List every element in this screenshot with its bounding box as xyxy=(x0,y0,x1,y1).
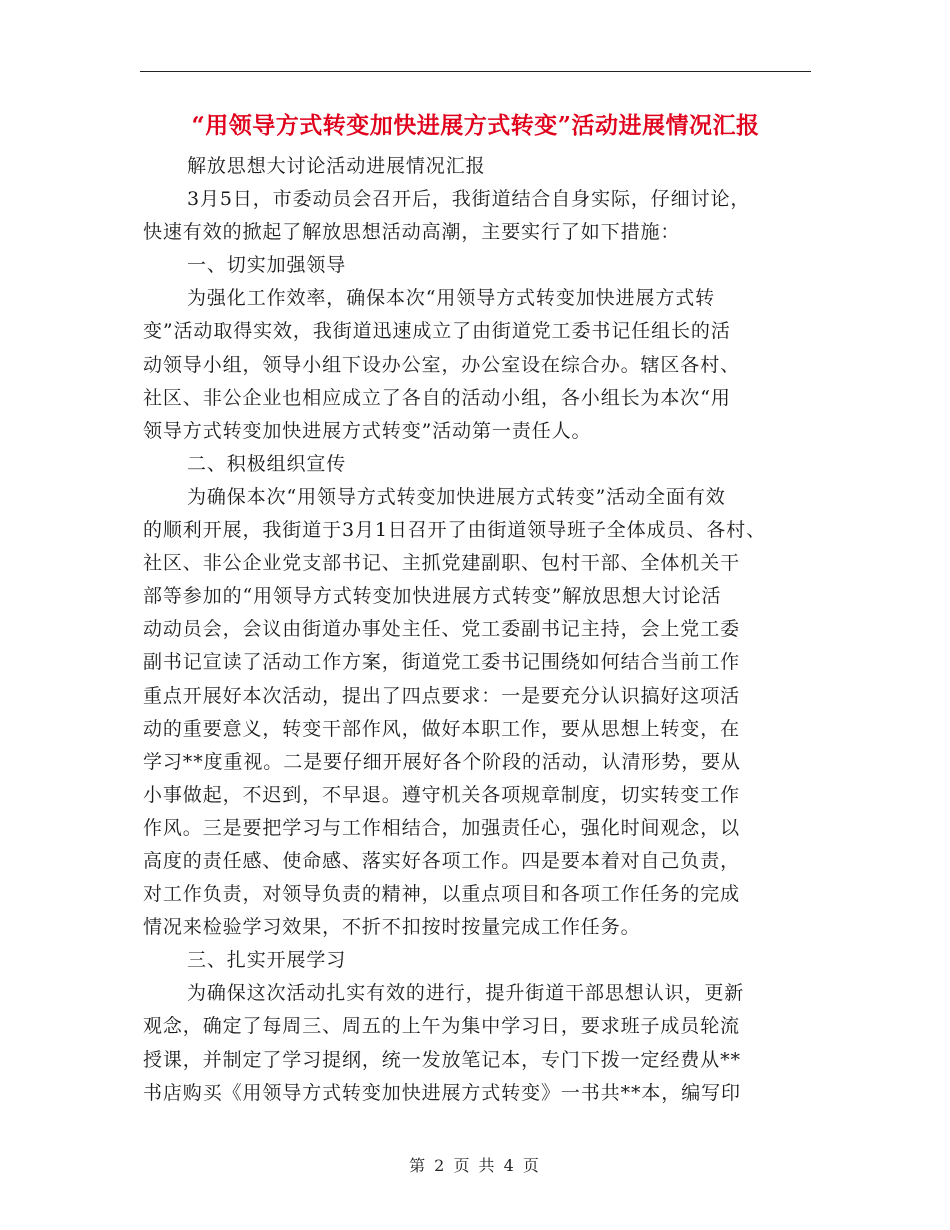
body-line: 为确保这次活动扎实有效的进行，提升街道干部思想认识，更新 xyxy=(187,982,745,1005)
body-line: 观念，确定了每周三、周五的上午为集中学习日，要求班子成员轮流 xyxy=(143,1015,741,1038)
body-line: 3月5日，市委动员会召开后，我街道结合自身实际，仔细讨论， xyxy=(187,188,751,211)
document-body xyxy=(143,150,813,1110)
body-line: 为确保本次“用领导方式转变加快进展方式转变”活动全面有效 xyxy=(187,485,726,508)
body-line: 授课，并制定了学习提纲，统一发放笔记本，专门下拨一定经费从** xyxy=(143,1048,741,1071)
body-line: 社区、非公企业也相应成立了各自的活动小组，各小组长为本次“用 xyxy=(143,386,731,409)
body-line: 高度的责任感、使命感、落实好各项工作。四是要本着对自己负责， xyxy=(143,849,741,872)
body-line: 对工作负责，对领导负责的精神，以重点项目和各项工作任务的完成 xyxy=(143,883,741,906)
document-title: “用领导方式转变加快进展方式转变”活动进展情况汇报 xyxy=(191,112,760,139)
body-line: 动领导小组，领导小组下设办公室，办公室设在综合办。辖区各村、 xyxy=(143,353,741,376)
body-line: 作风。三是要把学习与工作相结合，加强责任心，强化时间观念，以 xyxy=(143,816,741,839)
body-line: 重点开展好本次活动，提出了四点要求：一是要充分认识搞好这项活 xyxy=(143,684,741,707)
body-line: 社区、非公企业党支部书记、主抓党建副职、包村干部、全体机关干 xyxy=(143,552,741,575)
body-line: 为强化工作效率，确保本次“用领导方式转变加快进展方式转 xyxy=(187,287,716,310)
body-line: 变”活动取得实效，我街道迅速成立了由街道党工委书记任组长的活 xyxy=(143,320,731,343)
body-line: 动的重要意义，转变干部作风，做好本职工作，要从思想上转变，在 xyxy=(143,717,741,740)
body-line: 学习**度重视。二是要仔细开展好各个阶段的活动，认清形势，要从 xyxy=(143,750,741,773)
body-line: 情况来检验学习效果，不折不扣按时按量完成工作任务。 xyxy=(143,916,641,939)
body-line: 小事做起，不迟到，不早退。遵守机关各项规章制度，切实转变工作 xyxy=(143,783,741,806)
body-line: 的顺利开展，我街道于3月1日召开了由街道领导班子全体成员、各村、 xyxy=(143,519,766,542)
header-rule xyxy=(140,71,811,72)
body-line: 解放思想大讨论活动进展情况汇报 xyxy=(187,155,486,177)
body-line: 副书记宣读了活动工作方案，街道党工委书记围绕如何结合当前工作 xyxy=(143,651,741,674)
body-line: 快速有效的掀起了解放思想活动高潮，主要实行了如下措施： xyxy=(143,221,681,244)
body-line: 三、扎实开展学习 xyxy=(187,949,347,972)
body-line: 领导方式转变加快进展方式转变”活动第一责任人。 xyxy=(143,419,592,442)
body-line: 动动员会，会议由街道办事处主任、党工委副书记主持，会上党工委 xyxy=(143,618,741,641)
body-line: 二、积极组织宣传 xyxy=(187,452,347,475)
body-line: 书店购买《用领导方式转变加快进展方式转变》一书共**本，编写印 xyxy=(143,1081,741,1104)
body-line: 部等参加的“用领导方式转变加快进展方式转变”解放思想大讨论活 xyxy=(143,585,722,608)
page-number-footer: 第 2 页 共 4 页 xyxy=(409,1156,541,1175)
body-line: 一、切实加强领导 xyxy=(187,254,347,277)
